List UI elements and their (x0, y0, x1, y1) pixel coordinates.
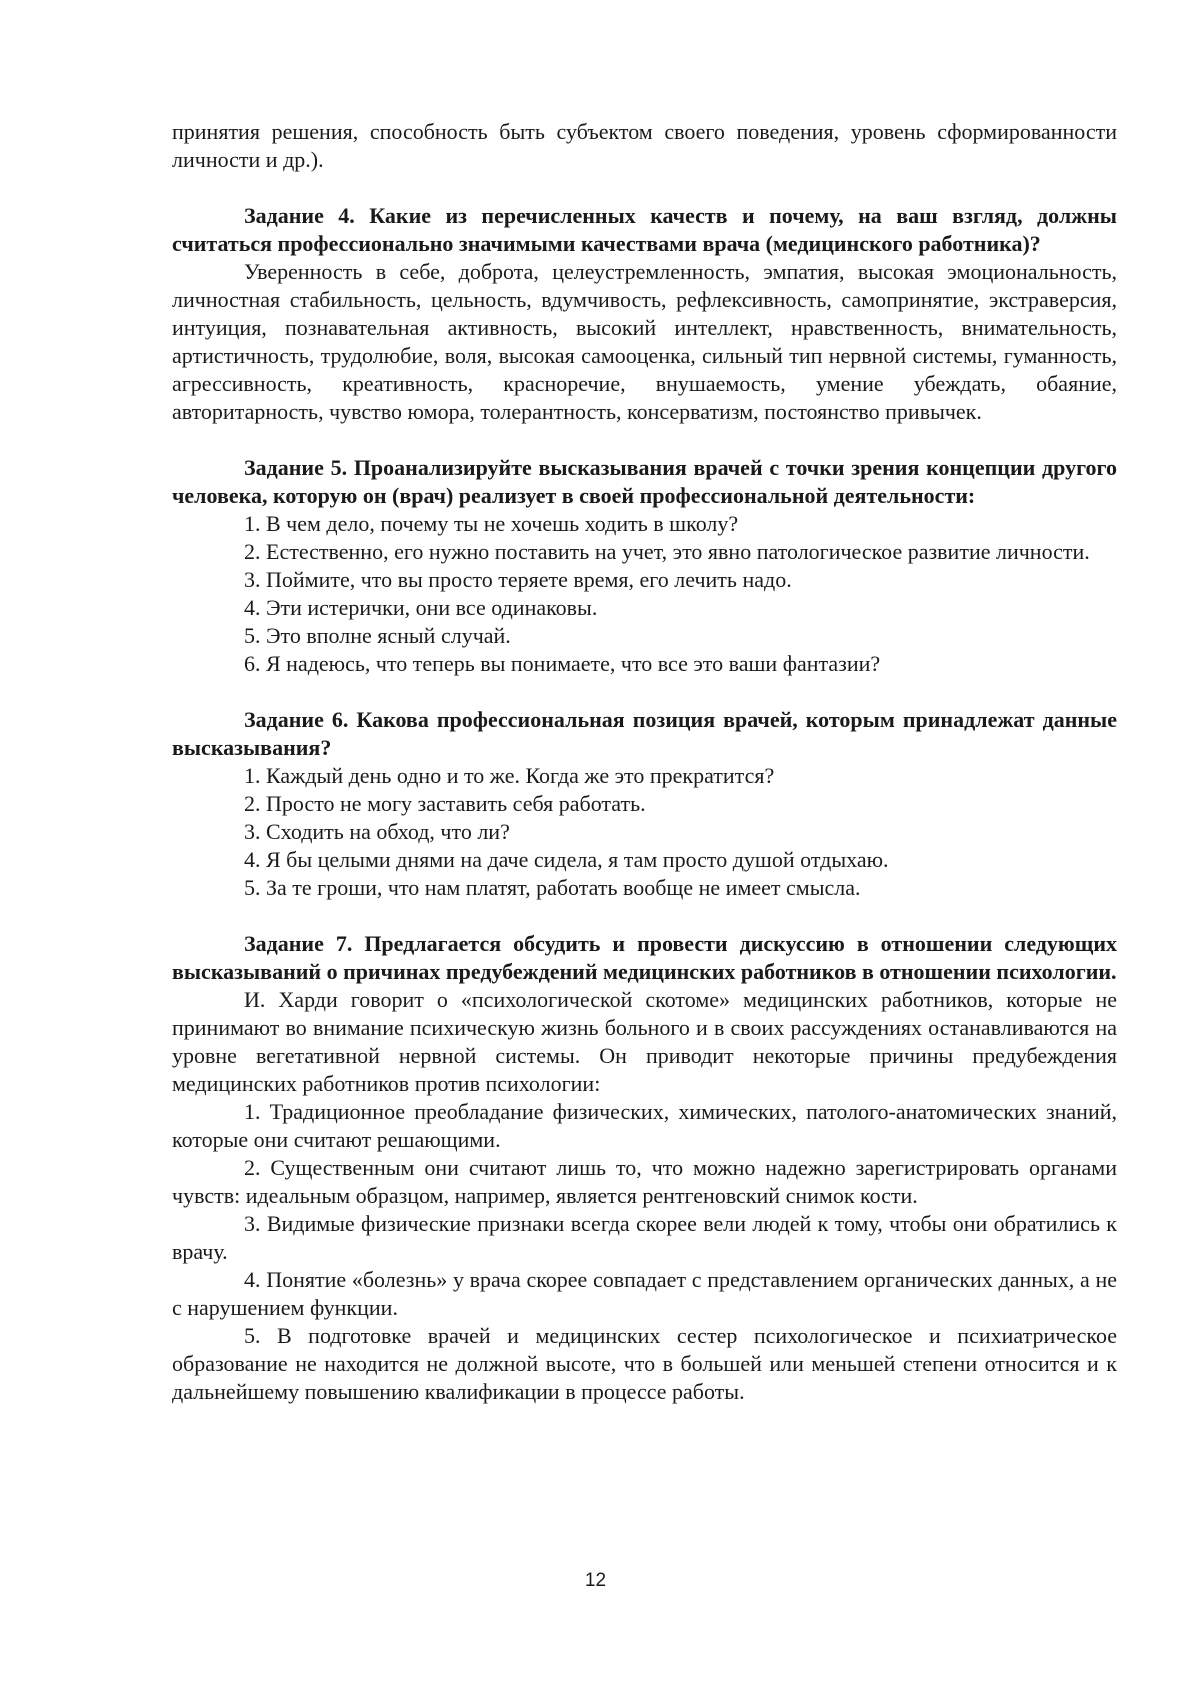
task5-item: 1. В чем дело, почему ты не хочешь ходить в школу? (244, 511, 739, 536)
spacer (172, 174, 1117, 202)
task6-item: 2. Просто не могу заставить себя работать. (244, 791, 646, 816)
task7-item: 1. Традиционное преобладание физических, химических, патолого-анатомических знаний, которые они считают решающими. (172, 1099, 1117, 1152)
task6-item: 1. Каждый день одно и то же. Когда же это прекратится? (244, 763, 775, 788)
task6-item: 3. Сходить на обход, что ли? (244, 819, 510, 844)
intro-paragraph: принятия решения, способность быть субъектом своего поведения, уровень сформированности личности и др.). (172, 119, 1117, 172)
task5-item: 3. Поймите, что вы просто теряете время, его лечить надо. (244, 567, 792, 592)
task4-heading: Задание 4. Какие из перечисленных качеств и почему, на ваш взгляд, должны считаться профессионально значимыми качествами врача (медицинского работника)? (172, 203, 1117, 256)
task6-item: 5. За те гроши, что нам платят, работать вообще не имеет смысла. (244, 875, 861, 900)
task7-item: 4. Понятие «болезнь» у врача скорее совпадает с представлением органических данных, а не с нарушением функции. (172, 1267, 1117, 1320)
task6-item: 4. Я бы целыми днями на даче сидела, я там просто душой отдыхаю. (244, 847, 889, 872)
task5-item: 6. Я надеюсь, что теперь вы понимаете, что все это ваши фантазии? (244, 651, 881, 676)
task6-heading: Задание 6. Какова профессиональная позиция врачей, которым принадлежат данные высказывания? (172, 707, 1117, 760)
document-page (172, 118, 1117, 1406)
page-number: 12 (584, 1570, 607, 1591)
task7-item: 3. Видимые физические признаки всегда скорее вели людей к тому, чтобы они обратились к врачу. (172, 1211, 1117, 1264)
task5-item: 2. Естественно, его нужно поставить на учет, это явно патологическое развитие личности. (244, 539, 1090, 564)
task5-item: 5. Это вполне ясный случай. (244, 623, 511, 648)
task4-body: Уверенность в себе, доброта, целеустремленность, эмпатия, высокая эмоциональность, личностная стабильность, цельность, вдумчивость, рефлексивность, самопринятие, экстраверсия, интуиция, познавательная активность, высокий интеллект, нравственность, внимательность, артистичность, трудолюбие, воля, высокая самооценка, сильный тип нервной системы, гуманность, агрессивность, креативность, красноречие, внушаемость, умение убеждать, обаяние, авторитарность, чувство юмора, толерантность, консерватизм, постоянство привычек. (172, 259, 1117, 424)
task5-heading: Задание 5. Проанализируйте высказывания врачей с точки зрения концепции другого человека, которую он (врач) реализует в своей профессиональной деятельности: (172, 455, 1117, 508)
task7-item: 2. Существенным они считают лишь то, что можно надежно зарегистрировать органами чувств: идеальным образцом, например, является рентгеновский снимок кости. (172, 1155, 1117, 1208)
spacer (172, 678, 1117, 706)
spacer (172, 426, 1117, 454)
spacer (172, 902, 1117, 930)
task7-item: 5. В подготовке врачей и медицинских сестер психологическое и психиатрическое образование не находится не должной высоте, что в большей или меньшей степени относится и к дальнейшему повышению квалификации в процессе работы. (172, 1323, 1117, 1404)
task7-heading: Задание 7. Предлагается обсудить и провести дискуссию в отношении следующих высказываний о причинах предубеждений медицинских работников в отношении психологии. (172, 931, 1117, 984)
task7-body: И. Харди говорит о «психологической скотоме» медицинских работников, которые не принимают во внимание психическую жизнь больного и в своих рассуждениях останавливаются на уровне вегетативной нервной системы. Он приводит некоторые причины предубеждения медицинских работников против психологии: (172, 987, 1117, 1096)
task5-item: 4. Эти истерички, они все одинаковы. (244, 595, 598, 620)
